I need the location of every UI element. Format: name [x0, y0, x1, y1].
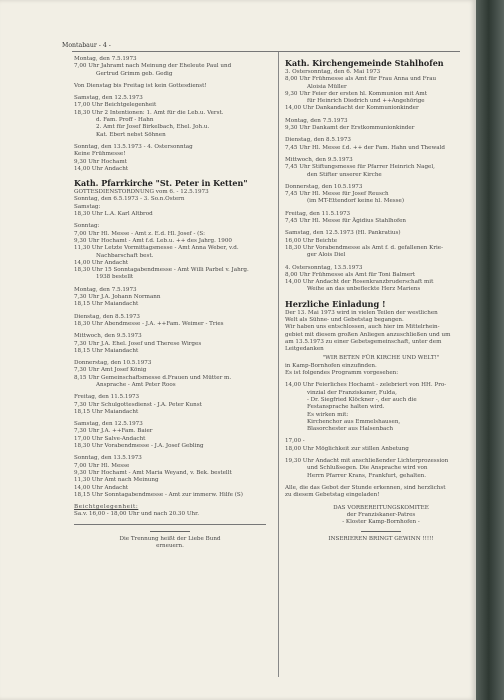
text-line: 18,15 Uhr Maiandacht — [74, 301, 139, 308]
einladung-title: Herzliche Einladung ! — [285, 298, 386, 309]
text-line: 18,00 Uhr Möglichkeit zur stillen Anbetung — [285, 445, 409, 452]
schedule-entry — [74, 360, 266, 389]
text-line: 7,45 Uhr Hl. Messe für Ägidius Stahlhofen — [285, 218, 407, 225]
text-line: 18,15 Uhr Sonntagabendmesse - Amt zur immerw. Hilfe (S) — [74, 491, 243, 498]
schedule-entry — [74, 144, 266, 173]
schedule-entry — [285, 118, 477, 133]
text-line: Gertrud Grimm geb. Gedig — [96, 70, 173, 77]
text-line: 18,30 Uhr Vorabendmesse als Amt f. d. gefallenen Krie- — [285, 244, 444, 251]
schedule-entry — [285, 184, 477, 206]
text-line: 7,45 Uhr Hl. Messe f.d. ++ der Fam. Hahn und Thewald — [285, 144, 445, 151]
text-line: 14,00 Uhr Dankandacht der Kommunionkinder — [285, 105, 419, 112]
text-line: 18,30 Uhr 15 Sonntagabendmesse - Amt Willi Parbel v. Jahrg. — [74, 267, 249, 274]
text-line: Festansprache halten wird. — [307, 404, 385, 411]
text-line: (im MT-Ettendorf keine hl. Messe) — [307, 198, 405, 205]
text-line: 9,30 Uhr Hochamt - Amt Maria Weyand, v. Bek. bestellt — [74, 469, 232, 476]
text-line: Welt als Sühne- und Gebetstag begangen. — [285, 317, 404, 324]
einladung-signature — [285, 505, 477, 527]
schedule-entry — [285, 230, 477, 259]
text-line: Der 13. Mai 1973 wird in vielen Teilen der westlichen — [285, 309, 438, 316]
text-line: 7,30 Uhr J.A. ++Fam. Baier — [74, 428, 153, 435]
einladung-outro — [285, 363, 477, 378]
text-line: 17,00 Uhr Salve-Andacht — [74, 435, 146, 442]
right-blocks — [285, 69, 477, 294]
text-line: Sonntag: — [74, 223, 100, 230]
text-line: Freitag, den 11.5.1973 — [285, 210, 351, 217]
text-line: Freitag, den 11.5.1973 — [74, 394, 140, 401]
schedule-entry — [74, 287, 266, 309]
text-line: 11,30 Uhr Amt nach Meinung — [74, 477, 159, 484]
text-line: 14,00 Uhr Andacht — [74, 259, 129, 266]
text-line: Aloisia Müller — [307, 83, 347, 90]
text-line: Alle, die das Gebot der Stunde erkennen, sind herzlichst — [285, 484, 446, 491]
text-line: 17,00 Uhr Beichtgelegenheit — [74, 102, 157, 109]
left-blocks — [74, 56, 266, 173]
text-line: 9,30 Uhr Hochamt — [74, 158, 127, 165]
text-line: Mittwoch, den 9.5.1973 — [285, 156, 353, 163]
text-line: 17,00 - — [285, 438, 305, 445]
text-line: 7,30 Uhr Schulgottesdienst - J.A. Peter Kunst — [74, 401, 202, 408]
einladung-intro — [285, 310, 477, 354]
text-line: Von Dienstag bis Freitag ist kein Gottesdienst! — [74, 82, 207, 89]
schedule-entry — [285, 137, 477, 152]
schedule-entry — [74, 223, 266, 281]
text-line: Montag, den 7.5.1973 — [285, 117, 348, 124]
text-line: gebiet mit diesem großen Anliegen anzuschließen und um — [285, 331, 451, 338]
text-line: erneuern. — [156, 543, 184, 550]
text-line: den Stifter unserer Kirche — [307, 171, 382, 178]
text-line: Montag, den 7.5.1973 — [74, 286, 137, 293]
text-line: Ansprache - Amt Peter Roos — [96, 381, 176, 388]
text-line: Montag, den 7.5.1973 — [74, 56, 137, 62]
text-line: 7,45 Uhr Hl. Messe für Josef Reusch — [285, 191, 389, 198]
text-line: zu diesem Gebetstag eingeladen! — [285, 492, 380, 499]
schedule-entry — [74, 421, 266, 450]
schedule-entry — [285, 211, 477, 226]
schedule-entry — [285, 438, 477, 453]
section-title-st-peter: Kath. Pfarrkirche "St. Peter in Ketten" — [74, 178, 248, 189]
text-line: Sonntag, den 13.5.1973 — [74, 455, 142, 462]
schedule-entry — [74, 83, 266, 90]
advert-slogan: INSERIEREN BRINGT GEWINN !!!!! — [328, 536, 434, 543]
text-line: 7,30 Uhr Amt Josef König — [74, 367, 147, 374]
text-line: Es ist folgendes Programm vorgesehen: — [285, 370, 399, 377]
text-line: Weihe an das unbefleckte Herz Mariens — [307, 286, 421, 293]
text-line: 7,00 Uhr Jahramt nach Meinung der Eheleute Paul und — [74, 63, 232, 70]
schedule-entry — [74, 95, 266, 139]
einladung-program — [285, 382, 477, 480]
text-line: 1938 bestellt — [96, 274, 134, 281]
text-line: 7,30 Uhr J.A. Ehel. Josef und Therese Wirges — [74, 340, 202, 347]
section-title-stahlhofen: Kath. Kirchengemeinde Stahlhofen — [285, 58, 444, 68]
text-line: - Kloster Kamp-Bornhofen - — [342, 519, 420, 526]
text-line: Samstag: — [74, 203, 101, 210]
schedule-entry — [285, 265, 477, 294]
schedule-entry — [285, 458, 477, 480]
text-line: Donnerstag, den 10.5.1973 — [74, 360, 152, 367]
text-line: Herrn Pfarrer Krans, Frankfurt, gehalten. — [307, 472, 427, 479]
text-line: 2. Amt für Josef Birkelbach, Ehel. Joh.u. — [96, 124, 210, 131]
text-line: 9,30 Uhr Dankamt der Erstkommunionkinder — [285, 125, 415, 132]
page-header: Montabaur - 4 - — [62, 42, 111, 49]
text-line: Kirchenchor aus Emmelshausen, — [307, 418, 401, 425]
text-line: Donnerstag, den 10.5.1973 — [285, 183, 363, 190]
text-line: Dienstag, den 8.5.1973 — [74, 313, 140, 320]
text-line: 3. Ostersonntag, den 6. Mai 1973 — [285, 69, 381, 75]
beicht-title: Beichtgelegenheit: — [74, 504, 139, 511]
einladung-motto: "WIR BETEN FÜR KIRCHE UND WELT!" — [322, 354, 440, 361]
right-column — [285, 56, 477, 544]
section-intro-lines — [74, 196, 266, 218]
text-line: Dienstag, den 8.5.1973 — [285, 137, 351, 144]
text-line: 9,30 Uhr Hochamt - Amt f.d. Leb.u. ++ des Jahrg. 1900 — [74, 237, 232, 244]
text-line: d. Fam. Proff - Hahn — [96, 117, 154, 124]
text-line: 8,15 Uhr Gemeinschaftsmesse d.Frauen und Mütter m. — [74, 374, 232, 381]
schedule-entry — [74, 56, 266, 78]
schedule-entry — [74, 314, 266, 329]
text-line: 7,00 Uhr Hl. Messe - Amt z. E.d. Hl. Josef - (S: — [74, 230, 206, 237]
text-line: 18,30 Uhr 2 Intentionen: 1. Amt für die Leb.u. Verst. — [74, 109, 224, 116]
text-line: Mittwoch, den 9.5.1973 — [74, 333, 142, 340]
schedule-entry — [285, 382, 477, 433]
text-line: Leitgedanken — [285, 346, 324, 353]
text-line: der Franziskaner-Patres — [346, 511, 416, 518]
section-subtitle: GOTTESDIENSTORDNUNG vom 6. - 12.5.1973 — [74, 189, 209, 196]
text-line: Keine Frühmesse! — [74, 151, 126, 158]
text-line: 18,30 Uhr Vorabendmesse - J.A. Josef Gebling — [74, 443, 204, 450]
text-line: DAS VORBEREITUNGSKOMITEE — [333, 504, 429, 511]
text-line: 11,30 Uhr Letzte Vormittagsmesse - Amt Anna Weber, v.d. — [74, 245, 239, 252]
text-line: 18,30 Uhr L.A. Karl Altbrod — [74, 211, 153, 218]
beicht-line: Sa.v. 16,00 - 18,00 Uhr und nach 20.30 Uhr. — [74, 511, 199, 518]
text-line: 14,00 Uhr Andacht — [74, 484, 129, 491]
text-line: Die Trennung heißt der Liebe Bund — [119, 535, 221, 542]
column-divider — [278, 52, 279, 677]
text-line: Samstag, den 12.5.1973 — [74, 421, 143, 428]
text-line: am 13.5.1973 zu einer Gebetsgemeinschaft, unter dem — [285, 338, 442, 345]
einladung-closing — [285, 485, 477, 500]
header-rule — [72, 51, 460, 52]
text-line: für Heinrich Diedrich und ++Angehörige — [307, 98, 425, 105]
text-line: vinzial der Franziskaner, Fulda, — [307, 389, 397, 396]
text-line: 14,00 Uhr Feierliches Hochamt - zelebriert von HH. Pro- — [285, 382, 447, 389]
text-line: in Kamp-Bornhofen einzufinden. — [285, 362, 377, 369]
text-line: 14,00 Uhr Andacht der Rosenkranzbruderschaft mit — [285, 279, 434, 286]
text-line: Samstag, den 12.5.1973 — [74, 95, 143, 102]
footer-short-rule — [150, 531, 190, 532]
text-line: Blasorchester aus Halsenbach — [307, 426, 394, 433]
text-line: 8,00 Uhr Frühmesse als Amt für Toni Balmert — [285, 271, 416, 278]
text-line: und Schlußsegen. Die Ansprache wird von — [307, 465, 428, 472]
signature-short-rule — [361, 531, 401, 532]
text-line: 18,15 Uhr Maiandacht — [74, 408, 139, 415]
text-line: ger Alois Diel — [307, 252, 346, 259]
text-line: Samstag, den 12.5.1973 (Hl. Pankratius) — [285, 230, 401, 237]
text-line: 7,30 Uhr J.A. Johann Normann — [74, 294, 161, 301]
schedule-entry — [74, 394, 266, 416]
text-line: Sonntag, den 6.5.1973 - 3. So.n.Ostern — [74, 196, 185, 203]
left-column — [74, 56, 266, 550]
book-edge — [476, 0, 504, 700]
text-line: 8,00 Uhr Frühmesse als Amt für Frau Anna und Frau — [285, 76, 437, 83]
text-line: Kat. Ebert nebst Söhnen — [96, 131, 166, 138]
left-footer-quote — [74, 536, 266, 551]
text-line: 18,15 Uhr Maiandacht — [74, 347, 139, 354]
text-line: Wir haben uns entschlossen, auch hier im Mittelrhein- — [285, 324, 440, 331]
schedule-entry — [74, 333, 266, 355]
text-line: Sonntag, den 13.5.1973 - 4. Ostersonntag — [74, 143, 193, 150]
text-line: 4. Ostersonntag, 13.5.1973 — [285, 264, 363, 271]
text-line: 14,00 Uhr Andacht — [74, 165, 129, 172]
schedule-entry — [285, 69, 477, 113]
text-line: 9,30 Uhr Feier der ersten hl. Kommunion mit Amt — [285, 90, 427, 97]
text-line: 7,00 Uhr Hl. Messe — [74, 462, 130, 469]
text-line: Nachbarschaft best. — [96, 252, 154, 259]
footer-rule — [74, 524, 266, 525]
left-blocks-2 — [74, 223, 266, 499]
text-line: 19,30 Uhr Andacht mit anschließender Lichterprozession — [285, 458, 449, 465]
schedule-entry — [74, 455, 266, 499]
schedule-entry — [285, 157, 477, 179]
text-line: 16,00 Uhr Beichte — [285, 237, 338, 244]
text-line: Es wirken mit: — [307, 411, 349, 418]
text-line: 18,30 Uhr Abendmesse - J.A. ++Fam. Weimer - Tries — [74, 320, 224, 327]
text-line: 7,45 Uhr Stiftungsmesse für Pfarrer Heinrich Nagel, — [285, 164, 435, 171]
text-line: - Dr. Siegfried Klöckner -, der auch die — [307, 396, 417, 403]
